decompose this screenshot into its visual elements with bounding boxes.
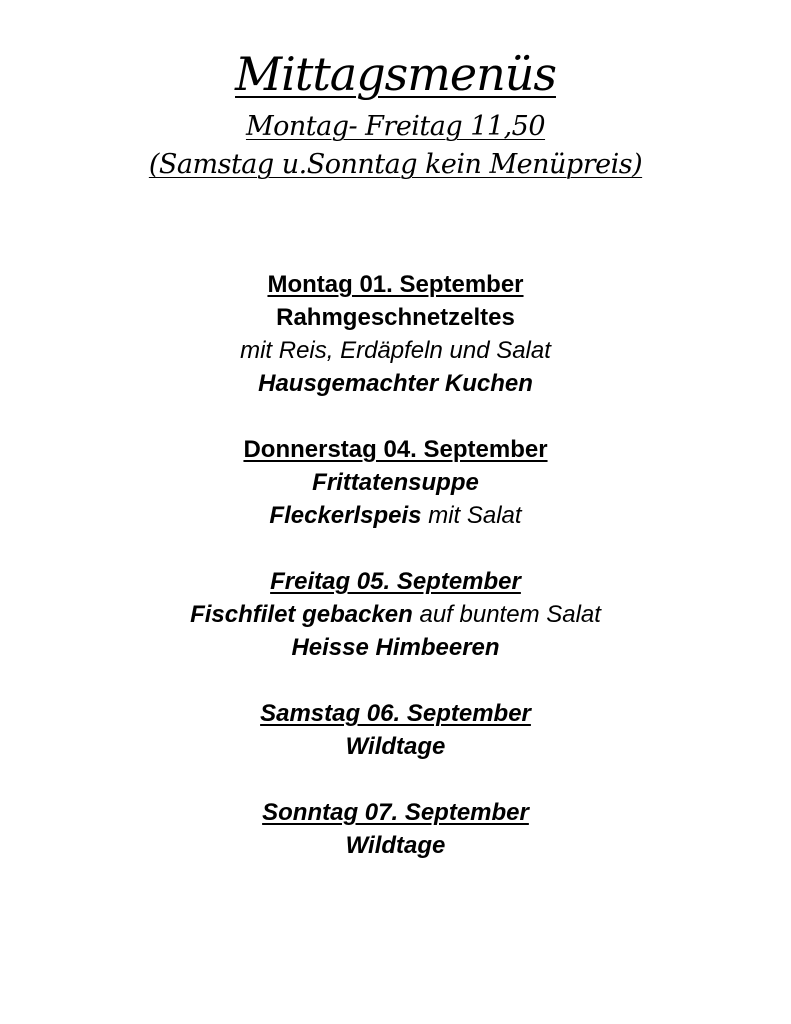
dish-soup: Frittatensuppe	[312, 469, 479, 496]
dish-main-line	[0, 499, 791, 532]
dish-main: Wildtage	[345, 832, 446, 859]
dish-main: Fleckerlspeis	[269, 502, 422, 529]
day-title: Montag 01. September	[267, 271, 524, 298]
day-entry-monday	[0, 268, 791, 400]
weekend-note: (Samstag u.Sonntag kein Menüpreis)	[148, 149, 643, 180]
day-title: Samstag 06. September	[260, 700, 531, 727]
day-entry-sunday	[0, 796, 791, 862]
dish-side: auf buntem Salat	[412, 601, 601, 628]
dish-main: Fischfilet gebacken	[190, 601, 413, 628]
day-entry-friday	[0, 565, 791, 664]
dish-dessert: Heisse Himbeeren	[291, 634, 500, 661]
dish-side: mit Reis, Erdäpfeln und Salat	[240, 337, 551, 364]
day-title: Freitag 05. September	[270, 568, 521, 595]
price-line: Montag- Freitag 11,50	[245, 111, 546, 142]
day-entry-thursday	[0, 433, 791, 532]
menu-list	[0, 268, 791, 895]
dish-side: mit Salat	[421, 502, 522, 529]
page-title: Mittagsmenüs	[235, 47, 556, 101]
dish-main: Rahmgeschnetzeltes	[276, 304, 515, 331]
day-title: Sonntag 07. September	[262, 799, 529, 826]
day-entry-saturday	[0, 697, 791, 763]
dish-main: Wildtage	[345, 733, 446, 760]
dish-dessert: Hausgemachter Kuchen	[258, 370, 533, 397]
dish-main-line	[0, 598, 791, 631]
menu-header	[0, 44, 791, 182]
day-title: Donnerstag 04. September	[243, 436, 548, 463]
